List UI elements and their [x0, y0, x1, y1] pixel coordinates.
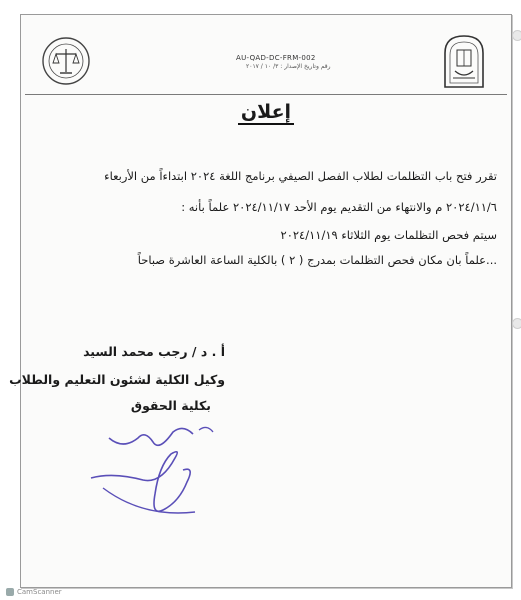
handwritten-signature	[83, 420, 223, 520]
assiut-university-logo	[441, 33, 487, 89]
signatory-faculty: بكلية الحقوق	[130, 398, 211, 413]
punch-hole	[512, 30, 521, 41]
body-line-3: سيتم فحص التظلمات يوم الثلاثاء ٢٠٢٤/١١/١٩	[280, 228, 497, 242]
body-line-4: ...علماً بان مكان فحص التظلمات بمدرج ( ٢ ) بالكلية الساعة العاشرة صباحاً	[137, 253, 497, 267]
scanner-watermark	[6, 588, 62, 596]
punch-hole	[512, 318, 521, 329]
body-line-1: تقرر فتح باب التظلمات لطلاب الفصل الصيفي برنامج اللغة ٢٠٢٤ ابتداءاً من الأربعاء	[104, 169, 497, 183]
camscanner-icon	[6, 588, 14, 596]
announcement-title: إعلان	[21, 101, 511, 123]
header-divider	[25, 94, 507, 95]
form-code: AU-QAD-DC-FRM-002	[236, 54, 316, 62]
signatory-position: وكيل الكلية لشئون التعليم والطلاب	[9, 372, 225, 387]
document-page	[9, 14, 512, 588]
scanner-label: CamScanner	[17, 588, 62, 596]
faculty-of-law-logo	[41, 36, 91, 86]
form-issue-date: رقم وتاريخ الإصدار : ٣/ ١٠ / ٢٠١٧	[246, 63, 331, 70]
signatory-name: أ . د / رجب محمد السيد	[83, 344, 225, 359]
body-line-2: ٢٠٢٤/١١/٦ م والانتهاء من التقديم يوم الأحد ٢٠٢٤/١١/١٧ علماً بأنه :	[181, 200, 497, 214]
